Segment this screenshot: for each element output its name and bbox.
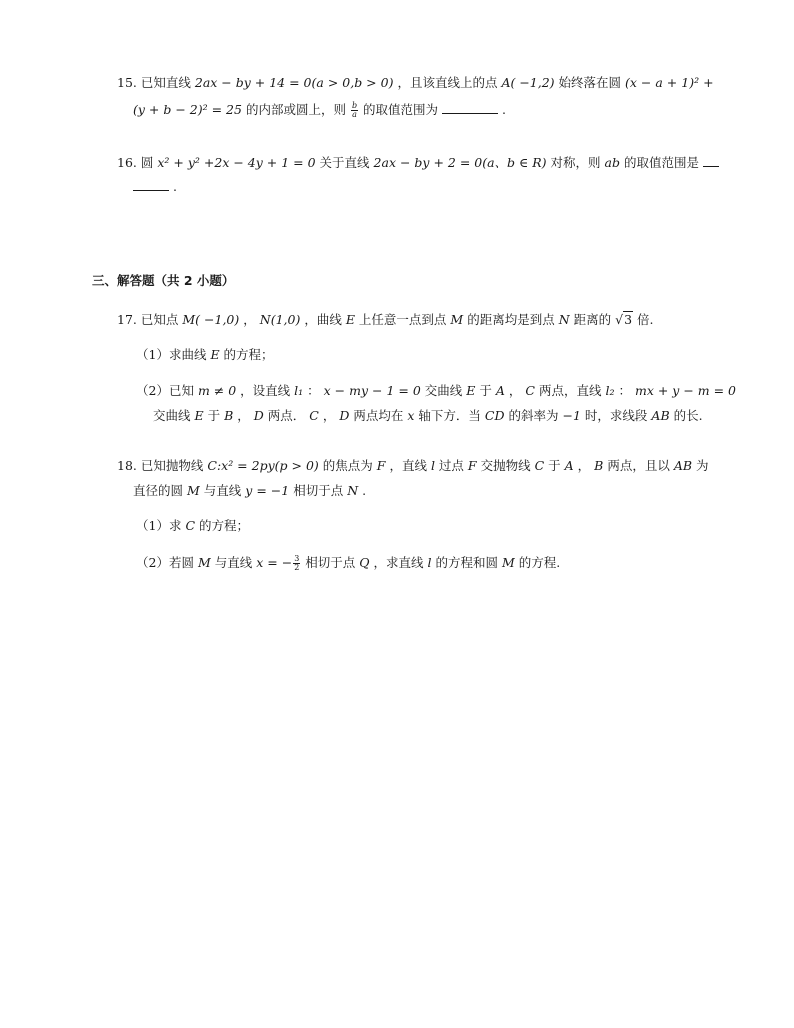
q17-part-2-line-2: 交曲线 E 于 B ， D 两点． C ， D 两点均在 x 轴下方．当 CD 的斜率为 −1 时，求线段 AB 的长. [153, 408, 703, 423]
sqrt-symbol: √3 [615, 312, 633, 327]
q17-part-1: （1）求曲线 E 的方程； [136, 347, 274, 362]
q16-line-2: . [133, 178, 177, 196]
fraction-3-over-2: $\frac{3}{2}$ [294, 554, 300, 572]
answer-blank[interactable] [703, 154, 719, 167]
q15-number: 15. [117, 75, 137, 90]
q15-line-1: 15. 已知直线 2ax − by + 14 = 0(a > 0,b > 0) ，且该直线上的点 A( −1,2) 始终落在圆 (x − a + 1)² + [117, 75, 714, 90]
section-heading: 三、解答题（共 2 小题） [92, 273, 235, 288]
q18-line-2: 直径的圆 M 与直线 y = −1 相切于点 N . [133, 483, 367, 498]
q18-number: 18. [117, 458, 137, 473]
answer-blank[interactable] [133, 178, 169, 191]
answer-blank[interactable] [442, 101, 498, 114]
q15-line-2: (y + b − 2)² = 25 的内部或圆上，则 $\frac{b}{a}$ 的取值范围为 . [133, 101, 507, 119]
q17-number: 17. [117, 312, 137, 327]
q16-line-1: 16. 圆 x² + y² +2x − 4y + 1 = 0 关于直线 2ax − by + 2 = 0(a、b ∈ R) 对称，则 ab 的取值范围是 [117, 154, 719, 172]
q17-line-1: 17. 已知点 M( −1,0) ， N(1,0) ，曲线 E 上任意一点到点 M 的距离均是到点 N 距离的 √3 倍. [117, 312, 654, 327]
q18-part-2: （2）若圆 M 与直线 x = − $\frac{3}{2}$ 相切于点 Q ，求直线 l 的方程和圆 M 的方程. [136, 554, 561, 572]
q18-line-1: 18. 已知抛物线 C:x² = 2py(p > 0) 的焦点为 F ，直线 l 过点 F 交抛物线 C 于 A ， B 两点，且以 AB 为 [117, 458, 709, 473]
q17-part-2-line-1: （2）已知 m ≠ 0 ，设直线 l₁ ： x − my − 1 = 0 交曲线 E 于 A ， C 两点，直线 l₂ ： mx + y − m = 0 [136, 383, 737, 398]
q18-part-1: （1）求 C 的方程； [136, 518, 250, 533]
q16-number: 16. [117, 155, 137, 170]
fraction-b-over-a: $\frac{b}{a}$ [351, 101, 358, 119]
